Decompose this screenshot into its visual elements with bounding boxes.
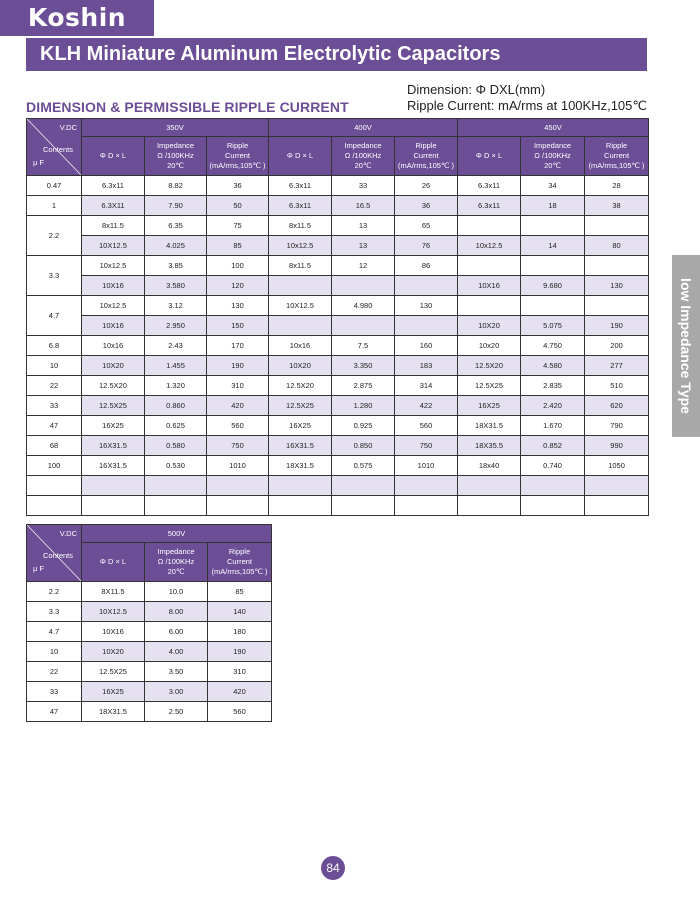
ripple-header-line: (mA/rms,105℃ ) <box>398 161 454 170</box>
impedance-cell <box>332 476 395 496</box>
size-cell: 10x16 <box>269 336 332 356</box>
ripple-cell: 36 <box>395 196 458 216</box>
table-row <box>27 316 649 336</box>
impedance-cell: 0.575 <box>332 456 395 476</box>
ripple-cell <box>585 256 649 276</box>
impedance-cell: 34 <box>521 176 585 196</box>
impedance-header-line: Impedance <box>156 141 195 150</box>
page-title: KLH Miniature Aluminum Electrolytic Capacitors <box>26 38 647 71</box>
size-cell <box>458 256 521 276</box>
page-number: 84 <box>321 856 345 880</box>
ripple-cell: 560 <box>395 416 458 436</box>
size-cell: 16X25 <box>82 682 145 702</box>
impedance-cell: 0.925 <box>332 416 395 436</box>
impedance-cell: 2.43 <box>145 336 207 356</box>
ripple-cell: 100 <box>207 256 269 276</box>
size-cell: 10x16 <box>82 336 145 356</box>
ripple-cell: 160 <box>395 336 458 356</box>
ripple-cell: 130 <box>585 276 649 296</box>
ripple-cell <box>585 216 649 236</box>
ripple-header <box>207 137 269 176</box>
capacitance-cell <box>27 476 82 496</box>
table-row <box>27 196 649 216</box>
size-cell <box>269 476 332 496</box>
side-tab-label: low Impedance Type <box>678 278 694 414</box>
size-cell: 6.3x11 <box>269 176 332 196</box>
ripple-cell: 75 <box>207 216 269 236</box>
size-cell: 18X35.5 <box>458 436 521 456</box>
size-cell: 12.5X25 <box>82 396 145 416</box>
impedance-cell <box>521 296 585 316</box>
size-cell: 10X16 <box>458 276 521 296</box>
ripple-header <box>208 543 272 582</box>
impedance-cell: 6.35 <box>145 216 207 236</box>
impedance-cell: 3.85 <box>145 256 207 276</box>
ripple-cell: 190 <box>207 356 269 376</box>
ripple-cell <box>207 476 269 496</box>
table-row <box>27 256 649 276</box>
size-cell <box>82 496 145 516</box>
header-uf: μ F <box>33 564 44 573</box>
impedance-header-line: Ω /100KHz <box>344 151 382 160</box>
size-cell: 8x11.5 <box>82 216 145 236</box>
size-header-text: Φ D × L <box>286 151 314 160</box>
table-row <box>27 296 649 316</box>
size-cell: 8X11.5 <box>82 582 145 602</box>
side-tab[interactable] <box>672 255 700 437</box>
impedance-header-line: Ω /100KHz <box>157 151 194 160</box>
ripple-cell: 420 <box>208 682 272 702</box>
ripple-cell: 620 <box>585 396 649 416</box>
impedance-header-line: Impedance <box>157 547 195 556</box>
ripple-cell: 314 <box>395 376 458 396</box>
impedance-cell: 0.860 <box>145 396 207 416</box>
ripple-cell: 420 <box>207 396 269 416</box>
brand-logo: Koshin <box>0 0 154 36</box>
ripple-cell: 560 <box>208 702 272 722</box>
size-cell: 8x11.5 <box>269 256 332 276</box>
size-cell: 10X20 <box>82 642 145 662</box>
ripple-cell <box>585 476 649 496</box>
capacitance-cell: 68 <box>27 436 82 456</box>
impedance-header <box>145 137 207 176</box>
ripple-cell: 1010 <box>207 456 269 476</box>
ripple-cell: 190 <box>585 316 649 336</box>
sub-header-row <box>27 137 649 176</box>
dimension-text: Dimension: Φ DXL(mm) <box>406 82 546 97</box>
impedance-cell: 3.12 <box>145 296 207 316</box>
size-cell: 6.3X11 <box>82 196 145 216</box>
table-row <box>27 496 649 516</box>
spec-table-main <box>26 118 649 516</box>
size-cell: 18x40 <box>458 456 521 476</box>
ripple-cell <box>395 316 458 336</box>
impedance-cell: 9.680 <box>521 276 585 296</box>
capacitance-cell: 6.8 <box>27 336 82 356</box>
capacitance-cell <box>27 496 82 516</box>
impedance-cell: 33 <box>332 176 395 196</box>
impedance-header-line: Impedance <box>344 141 382 150</box>
impedance-cell <box>521 476 585 496</box>
capacitance-cell: 3.3 <box>27 256 82 296</box>
ripple-cell: 65 <box>395 216 458 236</box>
size-cell: 10x20 <box>458 336 521 356</box>
size-cell: 10X20 <box>269 356 332 376</box>
impedance-header <box>521 137 585 176</box>
ripple-header-line: Current <box>225 151 251 160</box>
ripple-cell <box>395 276 458 296</box>
impedance-cell: 1.280 <box>332 396 395 416</box>
size-cell: 10x12.5 <box>82 256 145 276</box>
header-corner <box>27 525 82 582</box>
ripple-cell <box>395 476 458 496</box>
impedance-cell: 13 <box>332 236 395 256</box>
impedance-cell: 2.950 <box>145 316 207 336</box>
table-row <box>27 396 649 416</box>
ripple-header-line: Current <box>413 151 439 160</box>
impedance-cell: 7.5 <box>332 336 395 356</box>
table-row <box>27 702 272 722</box>
impedance-cell <box>145 496 207 516</box>
impedance-header-line: Ω /100KHz <box>157 557 195 566</box>
size-cell: 16X25 <box>82 416 145 436</box>
size-cell: 10X20 <box>82 356 145 376</box>
ripple-cell: 1050 <box>585 456 649 476</box>
impedance-cell <box>332 496 395 516</box>
impedance-cell: 18 <box>521 196 585 216</box>
capacitance-cell: 4.7 <box>27 622 82 642</box>
ripple-cell <box>395 496 458 516</box>
impedance-header-line: 20℃ <box>354 161 372 170</box>
size-cell: 18X31.5 <box>269 456 332 476</box>
capacitance-cell: 2.2 <box>27 582 82 602</box>
impedance-cell: 13 <box>332 216 395 236</box>
impedance-cell: 3.00 <box>145 682 208 702</box>
ripple-cell: 85 <box>208 582 272 602</box>
table-row <box>27 236 649 256</box>
size-cell: 16X25 <box>458 396 521 416</box>
ripple-cell: 180 <box>208 622 272 642</box>
size-cell: 16X31.5 <box>269 436 332 456</box>
impedance-cell: 1.320 <box>145 376 207 396</box>
capacitance-cell: 47 <box>27 416 82 436</box>
ripple-cell <box>207 496 269 516</box>
voltage-header-400: 400V <box>269 119 458 137</box>
ripple-cell <box>585 496 649 516</box>
impedance-cell: 3.350 <box>332 356 395 376</box>
capacitance-cell: 10 <box>27 356 82 376</box>
size-cell <box>458 216 521 236</box>
ripple-cell: 560 <box>207 416 269 436</box>
ripple-header-line: Current <box>227 557 253 566</box>
impedance-header-line: 20℃ <box>167 161 184 170</box>
impedance-cell: 2.420 <box>521 396 585 416</box>
ripple-cell <box>585 296 649 316</box>
ripple-cell: 26 <box>395 176 458 196</box>
size-cell: 12.5X20 <box>269 376 332 396</box>
header-vdc: V.DC <box>59 529 77 538</box>
size-cell: 10X20 <box>458 316 521 336</box>
impedance-cell: 3.50 <box>145 662 208 682</box>
ripple-cell: 790 <box>585 416 649 436</box>
header-contents: Contents <box>43 145 74 154</box>
impedance-cell: 8.00 <box>145 602 208 622</box>
table-row <box>27 276 649 296</box>
size-header <box>82 543 145 582</box>
header-contents: Contents <box>43 551 74 560</box>
section-title: DIMENSION & PERMISSIBLE RIPPLE CURRENT <box>26 99 349 115</box>
impedance-cell: 8.82 <box>145 176 207 196</box>
impedance-header <box>332 137 395 176</box>
impedance-cell: 4.025 <box>145 236 207 256</box>
ripple-cell: 76 <box>395 236 458 256</box>
impedance-cell: 4.750 <box>521 336 585 356</box>
impedance-cell: 0.850 <box>332 436 395 456</box>
ripple-cell: 422 <box>395 396 458 416</box>
size-cell: 10X12.5 <box>82 236 145 256</box>
ripple-cell: 277 <box>585 356 649 376</box>
impedance-cell: 7.90 <box>145 196 207 216</box>
ripple-cell: 750 <box>207 436 269 456</box>
ripple-cell: 990 <box>585 436 649 456</box>
table-row <box>27 456 649 476</box>
size-cell <box>458 476 521 496</box>
size-cell: 12.5X20 <box>82 376 145 396</box>
impedance-header-line: 20℃ <box>167 567 185 576</box>
ripple-cell: 150 <box>207 316 269 336</box>
size-cell: 10X16 <box>82 316 145 336</box>
table-row <box>27 622 272 642</box>
ripple-cell: 200 <box>585 336 649 356</box>
size-header <box>458 137 521 176</box>
size-header <box>269 137 332 176</box>
ripple-cell: 140 <box>208 602 272 622</box>
capacitance-cell: 0.47 <box>27 176 82 196</box>
impedance-cell: 0.740 <box>521 456 585 476</box>
size-cell: 10X16 <box>82 622 145 642</box>
ripple-cell: 50 <box>207 196 269 216</box>
size-header-text: Φ D × L <box>99 557 127 566</box>
impedance-cell: 0.625 <box>145 416 207 436</box>
size-cell: 12.5X20 <box>458 356 521 376</box>
table-row <box>27 436 649 456</box>
table-row <box>27 602 272 622</box>
ripple-cell: 120 <box>207 276 269 296</box>
table-row <box>27 416 649 436</box>
ripple-cell: 86 <box>395 256 458 276</box>
header-uf: μ F <box>33 158 44 167</box>
size-cell: 12.5X25 <box>458 376 521 396</box>
ripple-cell: 85 <box>207 236 269 256</box>
spec-table-500v <box>26 524 272 722</box>
ripple-header-line: (mA/rms,105℃ ) <box>209 161 266 170</box>
size-cell: 6.3x11 <box>82 176 145 196</box>
impedance-cell <box>521 256 585 276</box>
ripple-header <box>395 137 458 176</box>
ripple-cell: 28 <box>585 176 649 196</box>
impedance-cell <box>521 216 585 236</box>
size-cell: 16X31.5 <box>82 456 145 476</box>
size-header-text: Φ D × L <box>99 151 127 160</box>
table-row <box>27 216 649 236</box>
impedance-cell: 4.980 <box>332 296 395 316</box>
capacitance-cell: 4.7 <box>27 296 82 336</box>
impedance-cell <box>332 276 395 296</box>
capacitance-cell: 47 <box>27 702 82 722</box>
ripple-cell: 190 <box>208 642 272 662</box>
impedance-cell: 0.852 <box>521 436 585 456</box>
voltage-header-350: 350V <box>82 119 269 137</box>
table-row <box>27 662 272 682</box>
impedance-cell: 3.580 <box>145 276 207 296</box>
voltage-header-500: 500V <box>82 525 272 543</box>
impedance-header-line: 20℃ <box>544 161 561 170</box>
impedance-cell: 1.670 <box>521 416 585 436</box>
size-cell: 6.3x11 <box>458 176 521 196</box>
size-cell <box>269 496 332 516</box>
size-cell: 12.5X25 <box>269 396 332 416</box>
size-cell <box>269 276 332 296</box>
table-row <box>27 356 649 376</box>
size-cell: 8x11.5 <box>269 216 332 236</box>
size-cell: 6.3x11 <box>458 196 521 216</box>
size-cell: 12.5X25 <box>82 662 145 682</box>
size-cell: 10x12.5 <box>458 236 521 256</box>
impedance-cell <box>145 476 207 496</box>
table-row <box>27 582 272 602</box>
impedance-header-line: Impedance <box>533 141 572 150</box>
impedance-cell: 5.075 <box>521 316 585 336</box>
impedance-cell: 4.00 <box>145 642 208 662</box>
impedance-cell: 10.0 <box>145 582 208 602</box>
ripple-cell: 170 <box>207 336 269 356</box>
ripple-header-line: Ripple <box>226 141 249 150</box>
capacitance-cell: 3.3 <box>27 602 82 622</box>
ripple-cell: 1010 <box>395 456 458 476</box>
voltage-header-450: 450V <box>458 119 649 137</box>
table-row <box>27 476 649 496</box>
ripple-header-line: Current <box>604 151 630 160</box>
size-cell: 16X25 <box>269 416 332 436</box>
header-vdc: V.DC <box>59 123 77 132</box>
impedance-cell: 0.580 <box>145 436 207 456</box>
impedance-cell <box>332 316 395 336</box>
impedance-cell: 2.875 <box>332 376 395 396</box>
impedance-header <box>145 543 208 582</box>
size-cell <box>458 296 521 316</box>
size-cell: 10x12.5 <box>82 296 145 316</box>
ripple-cell: 38 <box>585 196 649 216</box>
ripple-header-line: (mA/rms,105℃ ) <box>588 161 645 170</box>
size-cell: 16X31.5 <box>82 436 145 456</box>
ripple-cell: 310 <box>207 376 269 396</box>
impedance-cell: 0.530 <box>145 456 207 476</box>
header-corner <box>27 119 82 176</box>
impedance-header-line: Ω /100KHz <box>534 151 571 160</box>
size-cell: 6.3x11 <box>269 196 332 216</box>
capacitance-cell: 2.2 <box>27 216 82 256</box>
ripple-header-line: (mA/rms,105℃ ) <box>211 567 268 576</box>
impedance-cell: 1.455 <box>145 356 207 376</box>
ripple-cell: 510 <box>585 376 649 396</box>
size-cell: 10x12.5 <box>269 236 332 256</box>
size-cell: 18X31.5 <box>82 702 145 722</box>
size-header-text: Φ D × L <box>475 151 503 160</box>
size-header <box>82 137 145 176</box>
capacitance-cell: 33 <box>27 396 82 416</box>
impedance-cell: 2.50 <box>145 702 208 722</box>
size-cell: 10X16 <box>82 276 145 296</box>
ripple-cell: 183 <box>395 356 458 376</box>
size-cell <box>458 496 521 516</box>
size-cell: 18X31.5 <box>458 416 521 436</box>
ripple-cell: 80 <box>585 236 649 256</box>
ripple-cell: 750 <box>395 436 458 456</box>
impedance-cell: 14 <box>521 236 585 256</box>
impedance-cell: 16.5 <box>332 196 395 216</box>
impedance-cell <box>521 496 585 516</box>
ripple-cell: 130 <box>207 296 269 316</box>
table-row <box>27 176 649 196</box>
capacitance-cell: 33 <box>27 682 82 702</box>
ripple-header <box>585 137 649 176</box>
impedance-cell: 2.835 <box>521 376 585 396</box>
ripple-header-line: Ripple <box>415 141 437 150</box>
table-row <box>27 376 649 396</box>
impedance-cell: 12 <box>332 256 395 276</box>
table-row <box>27 682 272 702</box>
capacitance-cell: 1 <box>27 196 82 216</box>
capacitance-cell: 22 <box>27 662 82 682</box>
ripple-header-line: Ripple <box>228 547 251 556</box>
table-row <box>27 642 272 662</box>
ripple-text: Ripple Current: mA/rms at 100KHz,105℃ <box>406 98 647 113</box>
ripple-cell: 36 <box>207 176 269 196</box>
ripple-cell: 130 <box>395 296 458 316</box>
ripple-header-line: Ripple <box>605 141 628 150</box>
impedance-cell: 6.00 <box>145 622 208 642</box>
capacitance-cell: 10 <box>27 642 82 662</box>
size-cell <box>82 476 145 496</box>
dimension-note <box>407 82 647 114</box>
size-cell: 10X12.5 <box>269 296 332 316</box>
size-cell <box>269 316 332 336</box>
ripple-cell: 310 <box>208 662 272 682</box>
capacitance-cell: 22 <box>27 376 82 396</box>
size-cell: 10X12.5 <box>82 602 145 622</box>
impedance-cell: 4.580 <box>521 356 585 376</box>
capacitance-cell: 100 <box>27 456 82 476</box>
table-row <box>27 336 649 356</box>
